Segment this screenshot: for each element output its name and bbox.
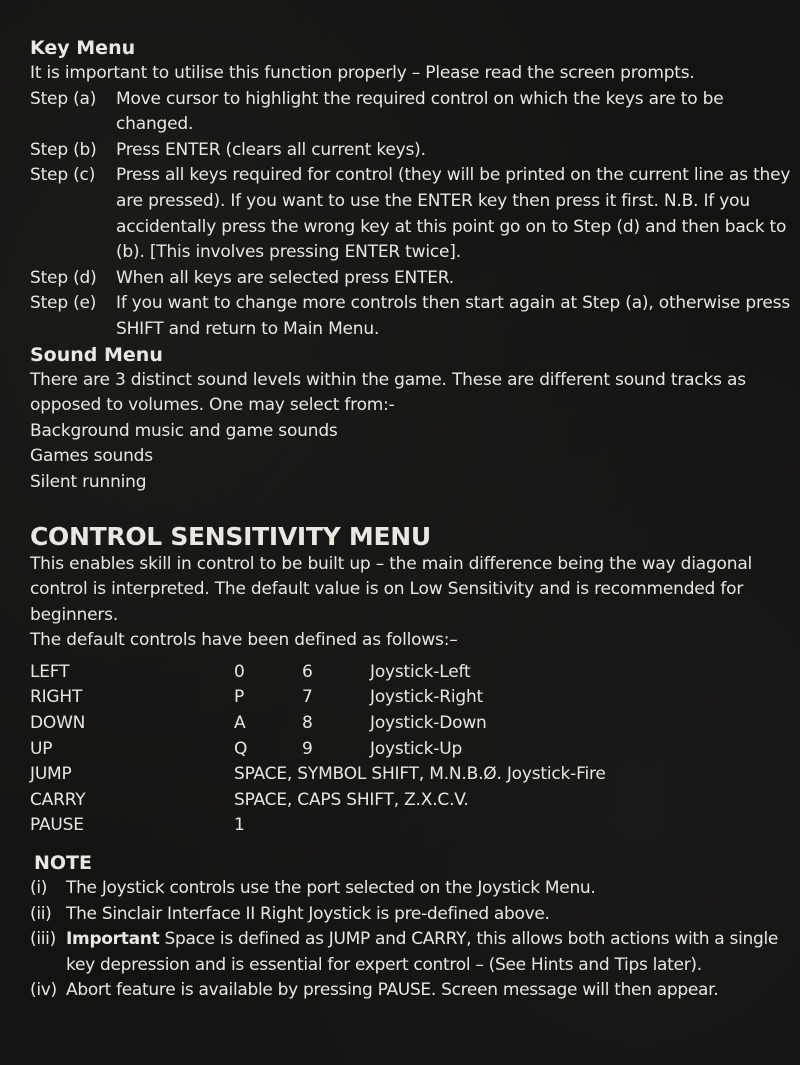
sound-menu-intro: There are 3 distinct sound levels within the game. These are different sound tracks as opposed to volumes. One may select from:- <box>30 369 746 416</box>
note-item <box>30 927 796 978</box>
sound-menu-heading: Sound Menu <box>30 343 163 366</box>
control-keys: SPACE, SYMBOL SHIFT, M.N.B.Ø. Joystick-Fire <box>234 764 606 785</box>
step-label: Step (a) <box>30 88 97 109</box>
control-key-1: P <box>234 687 245 708</box>
control-key-2: 6 <box>302 661 313 682</box>
control-keys: 1 <box>234 815 245 836</box>
note-number: (ii) <box>30 903 52 924</box>
key-menu-step <box>30 266 796 292</box>
control-key-1: Q <box>234 738 248 759</box>
control-keys: SPACE, CAPS SHIFT, Z.X.C.V. <box>234 789 469 810</box>
step-text: When all keys are selected press ENTER. <box>116 267 454 288</box>
default-controls-table <box>30 660 796 839</box>
control-row <box>30 685 796 711</box>
control-row <box>30 737 796 763</box>
step-label: Step (e) <box>30 293 97 314</box>
control-joystick: Joystick-Right <box>370 687 484 708</box>
control-name: RIGHT <box>30 687 83 708</box>
note-item <box>30 978 796 1004</box>
note-heading: NOTE <box>34 852 92 875</box>
control-row <box>30 660 796 686</box>
step-label: Step (b) <box>30 139 97 160</box>
control-key-1: 0 <box>234 661 245 682</box>
note-text-important <box>66 927 796 978</box>
note-item <box>30 876 796 902</box>
control-sensitivity-body: This enables skill in control to be built up – the main difference being the way diagonal control is interpreted. The default value is on Low Sensitivity and is recommended for beginners. <box>30 553 753 625</box>
sound-option: Background music and game sounds <box>30 420 338 441</box>
step-label: Step (c) <box>30 165 96 186</box>
control-row-carry <box>30 788 796 814</box>
control-name: DOWN <box>30 713 86 734</box>
control-key-2: 9 <box>302 738 313 759</box>
step-text: Move cursor to highlight the required control on which the keys are to be changed. <box>116 88 724 135</box>
control-sensitivity-heading: CONTROL SENSITIVITY MENU <box>30 521 431 551</box>
control-name: LEFT <box>30 661 70 682</box>
control-key-1: A <box>234 713 246 734</box>
note-number: (iii) <box>30 929 56 950</box>
control-name: CARRY <box>30 789 86 810</box>
step-text: If you want to change more controls then start again at Step (a), otherwise press SHIFT and return to Main Menu. <box>116 293 790 339</box>
control-key-2: 7 <box>302 687 313 708</box>
step-text: Press ENTER (clears all current keys). <box>116 139 426 160</box>
key-menu-heading: Key Menu <box>30 37 136 59</box>
note-number: (iv) <box>30 980 57 1001</box>
note-text: Space is defined as JUMP and CARRY, this allows both actions with a single key depression and is essential for expert control – (See Hints and Tips later). <box>66 929 779 975</box>
control-row-pause <box>30 813 796 839</box>
control-name: JUMP <box>30 764 72 785</box>
note-text: The Joystick controls use the port selected on the Joystick Menu. <box>66 878 596 899</box>
key-menu-step <box>30 87 796 138</box>
note-text: The Sinclair Interface II Right Joystick is pre-defined above. <box>66 903 550 924</box>
control-row <box>30 711 796 737</box>
control-joystick: Joystick-Left <box>370 661 471 682</box>
key-menu-step <box>30 291 796 342</box>
control-row-jump <box>30 762 796 788</box>
key-menu-step <box>30 138 796 164</box>
sound-option: Silent running <box>30 471 147 492</box>
default-controls-intro: The default controls have been defined as follows:– <box>30 630 458 651</box>
manual-page <box>30 36 796 1004</box>
step-label: Step (d) <box>30 267 97 288</box>
note-text: Abort feature is available by pressing PAUSE. Screen message will then appear. <box>66 980 719 1001</box>
control-joystick: Joystick-Down <box>370 713 487 734</box>
sound-option: Games sounds <box>30 446 153 467</box>
control-key-2: 8 <box>302 713 313 734</box>
important-label: Important <box>66 929 160 950</box>
control-name: PAUSE <box>30 815 84 836</box>
note-item <box>30 902 796 928</box>
key-menu-step <box>30 163 796 265</box>
step-text: Press all keys required for control (they will be printed on the current line as they are pressed). If you want to use the ENTER key then press it first. N.B. If you accidentally press the wrong key at this point go on to Step (d) and then back to (b). [This involves pressing ENTER twice]. <box>116 165 791 263</box>
note-number: (i) <box>30 878 48 899</box>
control-name: UP <box>30 738 53 759</box>
key-menu-intro: It is important to utilise this function properly – Please read the screen prompts. <box>30 63 695 83</box>
control-joystick: Joystick-Up <box>370 738 463 759</box>
